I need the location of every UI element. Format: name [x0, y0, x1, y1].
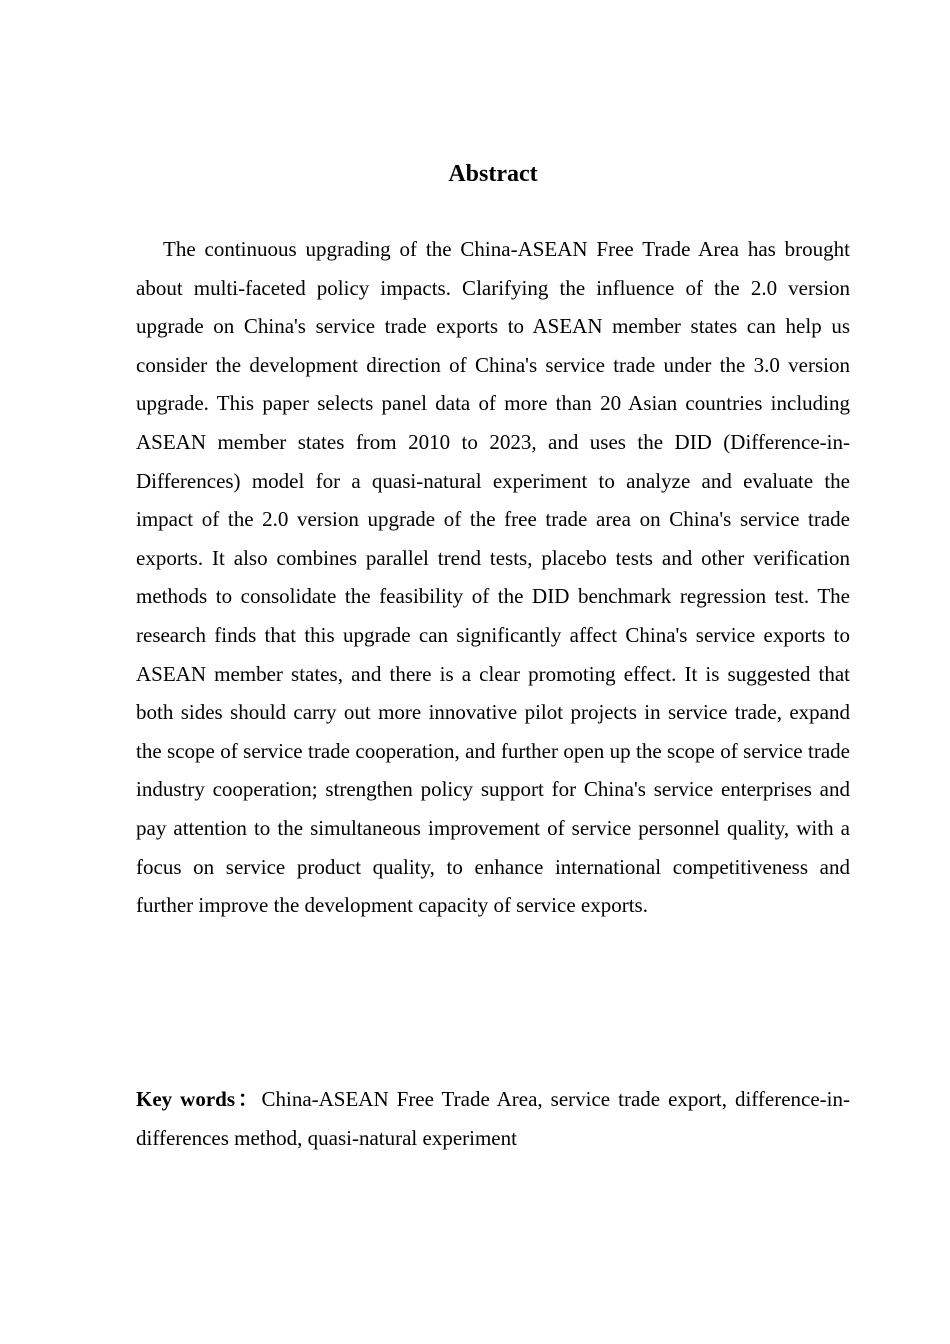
keywords-text: China-ASEAN Free Trade Area, service trade export, difference-in-differences method, quasi-natural experiment	[136, 1087, 851, 1150]
keywords-line	[136, 1080, 850, 1157]
keywords-label: Key words：	[136, 1087, 262, 1111]
abstract-body: The continuous upgrading of the China-ASEAN Free Trade Area has brought about multi-faceted policy impacts. Clarifying the influence of the 2.0 version upgrade on China's service trade exports to ASEAN member states can help us consider the development direction of China's service trade under the 3.0 version upgrade. This paper selects panel data of more than 20 Asian countries including ASEAN member states from 2010 to 2023, and uses the DID (Difference-in-Differences) model for a quasi-natural experiment to analyze and evaluate the impact of the 2.0 version upgrade of the free trade area on China's service trade exports. It also combines parallel trend tests, placebo tests and other verification methods to consolidate the feasibility of the DID benchmark regression test. The research finds that this upgrade can significantly affect China's service exports to ASEAN member states, and there is a clear promoting effect. It is suggested that both sides should carry out more innovative pilot projects in service trade, expand the scope of service trade cooperation, and further open up the scope of service trade industry cooperation; strengthen policy support for China's service enterprises and pay attention to the simultaneous improvement of service personnel quality, with a focus on service product quality, to enhance international competitiveness and further improve the development capacity of service exports.	[136, 237, 850, 918]
abstract-title: Abstract	[448, 161, 538, 187]
